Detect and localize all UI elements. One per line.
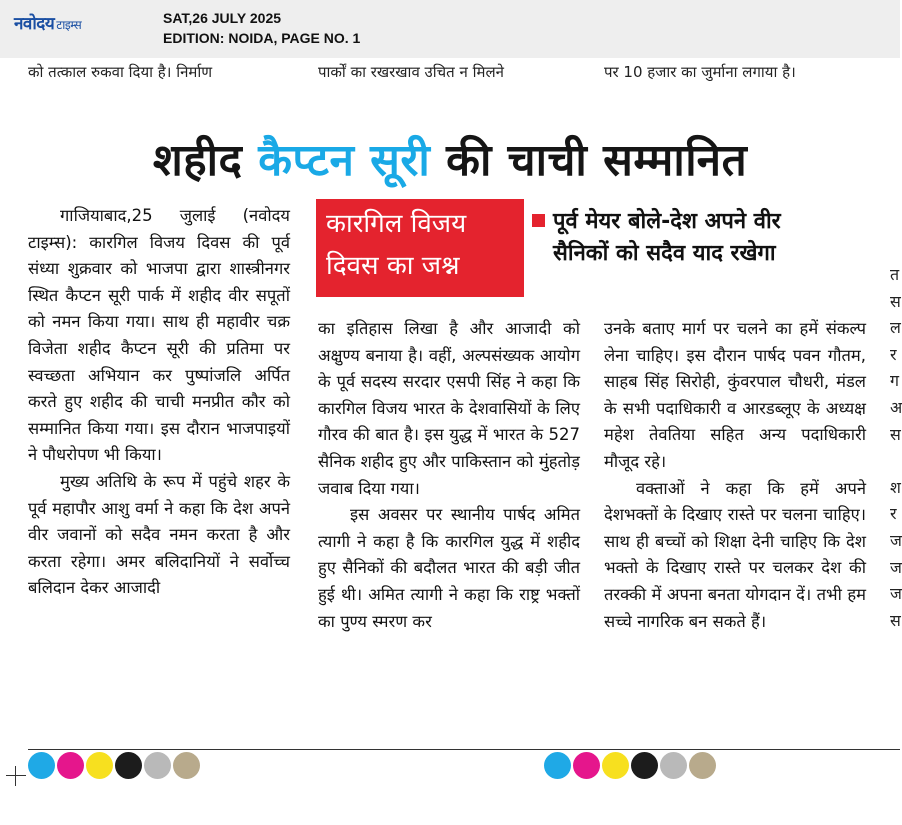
adjacent-article-edge: त स ल र ग अ स श र ज ज ज स [890, 265, 902, 630]
subhead-line1: पूर्व मेयर बोले-देश अपने वीर [553, 209, 781, 234]
yellow-swatch [602, 752, 629, 779]
gray-swatch [144, 752, 171, 779]
bottom-rule [28, 749, 900, 750]
article-column-2 [318, 316, 580, 635]
magenta-swatch [573, 752, 600, 779]
paragraph: मुख्य अतिथि के रूप में पहुंचे शहर के पूर्व महापौर आशु वर्मा ने कहा कि देश अपने वीर जवानों को सदैव नमन करता है और करता रहेगा। अमर बलिदानियों ने सर्वोच्च बलिदान देकर आजादी [28, 471, 290, 598]
kicker-line2: दिवस का जश्न [326, 251, 460, 281]
paragraph: इस अवसर पर स्थानीय पार्षद अमित त्यागी ने कहा है कि कारगिल युद्ध में शहीद हुए सैनिकों की बदौलत भारत की बड़ी जीत हुई थी। अमित त्यागी ने कहा कि राष्ट्र भक्तों का पुण्य स्मरण कर [318, 505, 580, 631]
paragraph: उनके बताए मार्ग पर चलने का हमें संकल्प लेना चाहिए। इस दौरान पार्षद पवन गौतम, साहब सिंह सिरोही, कुंवरपाल चौधरी, मंडल के सभी पदाधिकारी व आरडब्लूए के अध्यक्ष महेश तेवतिया सहित अन्य पदाधिकारी मौजूद रहे। [604, 319, 866, 471]
edition-page: EDITION: NOIDA, PAGE NO. 1 [163, 30, 361, 46]
tan-swatch [689, 752, 716, 779]
cyan-swatch [544, 752, 571, 779]
clipping-header [0, 0, 900, 59]
gray-swatch [660, 752, 687, 779]
sub-headline [553, 206, 853, 270]
paragraph: वक्ताओं ने कहा कि हमें अपने देशभक्तों के दिखाए रास्ते पर चलना चाहिए। साथ ही बच्चों को शिक्षा देनी चाहिए कि देश भक्तो के दिखाए रास्ते पर चलकर देश की तरक्की में अपना बनता योगदान दें। तभी हम सच्चे नागरिक बन सकते हैं। [604, 478, 866, 631]
newspaper-logo [14, 11, 81, 34]
article-column-3 [604, 316, 866, 635]
bullet-square-icon [532, 214, 545, 227]
cyan-swatch [28, 752, 55, 779]
yellow-swatch [86, 752, 113, 779]
kicker-box [316, 199, 524, 297]
color-swatches-right [544, 752, 716, 779]
headline-part1: शहीद [152, 135, 259, 186]
cut-line-col2: पार्कों का रखरखाव उचित न मिलने [318, 63, 504, 81]
article-column-1 [28, 203, 290, 602]
magenta-swatch [57, 752, 84, 779]
headline-part3: की चाची सम्मानित [430, 135, 748, 186]
paragraph: का इतिहास लिखा है और आजादी को अक्षुण्य बनाया है। वहीं, अल्पसंख्यक आयोग के पूर्व सदस्य सरदार एसपी सिंह ने कहा कि कारगिल विजय भारत के देशवासियों के लिए गौरव की बात है। इस युद्ध में भारत के 527 सैनिक शहीद हुए और पाकिस्तान को मुंहतोड़ जवाब दिया गया। [318, 319, 580, 498]
headline-highlight: कैप्टन सूरी [258, 135, 431, 186]
registration-mark-icon [6, 766, 26, 786]
edition-info [163, 8, 360, 48]
article-headline [0, 128, 900, 188]
subhead-line2: सैनिकों को सदैव याद रखेगा [553, 241, 776, 266]
black-swatch [115, 752, 142, 779]
publication-date: SAT,26 JULY 2025 [163, 10, 282, 26]
color-swatches-left [28, 752, 200, 779]
cut-line-col3: पर 10 हजार का जुर्माना लगाया है। [604, 63, 796, 81]
tan-swatch [173, 752, 200, 779]
logo-subtext: टाइम्स [56, 18, 82, 32]
paragraph: गाजियाबाद,25 जुलाई (नवोदय टाइम्स): कारगिल विजय दिवस की पूर्व संध्या शुक्रवार को भाजपा द्वारा शास्त्रीनगर स्थित कैप्टन सूरी पार्क में शहीद वीर सपूतों को नमन किया गया। साथ ही महावीर चक्र विजेता शहीद कैप्टन सूरी की प्रतिमा पर स्वच्छता अभियान कर पुष्पांजलि अर्पित करते हुए शहीद की चाची मनप्रीत कौर को सम्मानित किया गया। इस दौरान भाजपाइयों ने पौधरोपण भी किया। [28, 206, 290, 465]
kicker-line1: कारगिल विजय [326, 209, 467, 239]
black-swatch [631, 752, 658, 779]
logo-text: नवोदय [14, 14, 55, 34]
cut-line-col1: को तत्काल रुकवा दिया है। निर्माण [28, 63, 213, 81]
